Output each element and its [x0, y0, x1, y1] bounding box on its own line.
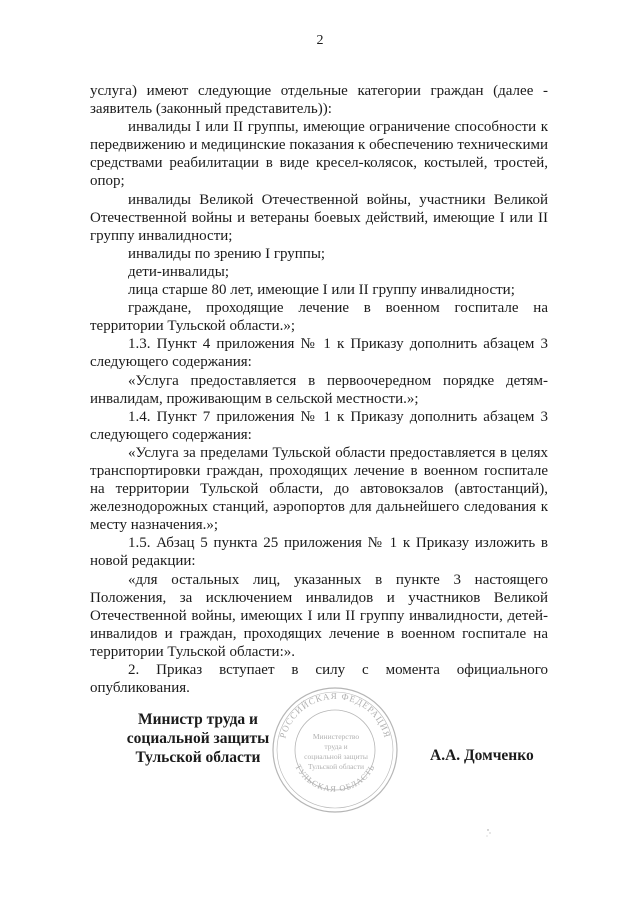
signature-title-line-3: Тульской области — [135, 749, 261, 766]
signature-title — [108, 710, 288, 767]
seal-center-line-3: социальной защиты — [304, 752, 368, 761]
paragraph-5: дети-инвалиды; — [128, 263, 229, 280]
seal-center-line-1: Министерство — [312, 732, 360, 741]
paragraph-11: «Услуга за пределами Тульской области предоставляется в целях транспортировки граждан, проходящих лечение в военном госпитале на территории Тульской области, до автовокзалов (автостанций), железнодорожных станций, аэропортов для дальнейшего следования к месту назначения.»; — [90, 444, 548, 534]
paragraph-10: 1.4. Пункт 7 приложения № 1 к Приказу дополнить абзацем 3 следующего содержания: — [90, 408, 548, 443]
paragraph-2: инвалиды I или II группы, имеющие ограничение способности к передвижению и медицинские показания к обеспечению техническими средствами реабилитации в виде кресел-колясок, костылей, тростей, опор; — [90, 119, 548, 190]
paragraph-4: инвалиды по зрению I группы; — [128, 245, 326, 262]
paragraph-3: инвалиды Великой Отечественной войны, участники Великой Отечественной войны и ветераны боевых действий, имеющие I или II группу инвалидности; — [90, 191, 548, 244]
seal-bottom-text: ТУЛЬСКАЯ ОБЛАСТЬ — [293, 762, 377, 794]
paragraph-1: услуга) имеют следующие отдельные категории граждан (далее - заявитель (законный представитель)): — [90, 83, 548, 118]
paragraph-7: граждане, проходящие лечение в военном госпитале на территории Тульской области.»; — [90, 300, 548, 335]
paragraph-14: 2. Приказ вступает в силу с момента официального опубликования. — [90, 662, 548, 697]
paragraph-12: 1.5. Абзац 5 пункта 25 приложения № 1 к Приказу изложить в новой редакции: — [90, 535, 548, 570]
paragraph-6: лица старше 80 лет, имеющие I или II группу инвалидности; — [128, 282, 515, 299]
paragraph-13: «для остальных лиц, указанных в пункте 3 настоящего Положения, за исключением инвалидов и участников Великой Отечественной войны, имеющих I или II группу инвалидности, детей-инвалидов и граждан, проходящих лечение в военном госпитале на территории Тульской области:». — [90, 571, 548, 660]
signature-title-line-2: социальной защиты — [126, 730, 270, 747]
page-number: 2 — [316, 33, 324, 48]
scan-speck — [470, 820, 500, 850]
official-seal — [270, 685, 400, 815]
signature-title-line-1: Министр труда и — [138, 711, 258, 728]
document-body — [90, 82, 548, 697]
paragraph-8: 1.3. Пункт 4 приложения № 1 к Приказу дополнить абзацем 3 следующего содержания: — [90, 336, 548, 371]
seal-center-line-4: Тульской области — [307, 762, 365, 771]
signatory-name: А.А. Домченко — [430, 747, 534, 764]
paragraph-9: «Услуга предоставляется в первоочередном порядке детям-инвалидам, проживающим в сельской местности.»; — [90, 372, 548, 407]
seal-center-line-2: труда и — [324, 742, 348, 751]
seal-outer-text: РОССИЙСКАЯ ФЕДЕРАЦИЯ — [277, 690, 393, 740]
